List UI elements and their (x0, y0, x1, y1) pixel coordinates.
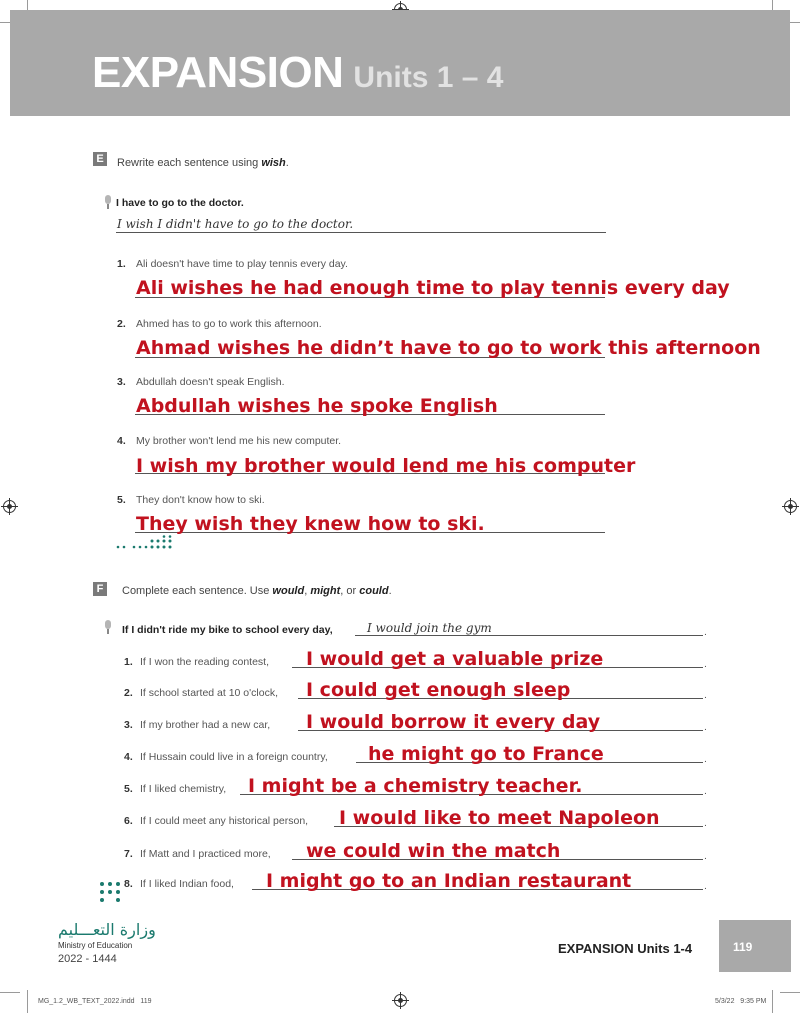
item-prompt: They don't know how to ski. (136, 494, 265, 506)
registration-mark (3, 500, 16, 513)
item-number: 2. (124, 687, 133, 699)
header-subtitle: Units 1 – 4 (353, 61, 504, 94)
handwritten-answer[interactable]: They wish they knew how to ski. (136, 513, 485, 535)
handwritten-answer[interactable]: I would get a valuable prize (306, 648, 604, 670)
footer-section-title: EXPANSION Units 1-4 (558, 941, 693, 956)
item-prompt: If I could meet any historical person, (140, 815, 309, 827)
handwritten-answer[interactable]: we could win the match (306, 840, 561, 862)
crop-mark (780, 992, 800, 993)
line-end-period: . (704, 850, 707, 862)
file-slug: MG_1.2_WB_TEXT_2022.indd 119 (38, 998, 152, 1005)
item-prompt: If I liked Indian food, (140, 878, 234, 890)
handwritten-answer[interactable]: Abdullah wishes he spoke English (136, 395, 498, 417)
item-prompt: If I won the reading contest, (140, 656, 269, 668)
ministry-dots-icon (98, 880, 122, 908)
handwritten-answer[interactable]: I would like to meet Napoleon (339, 807, 660, 829)
header-title: EXPANSION (92, 48, 344, 97)
line-end-period: . (704, 753, 707, 765)
page-number: 119 (733, 940, 753, 954)
section-e-badge: E (93, 152, 107, 166)
handwritten-answer[interactable]: I might go to an Indian restaurant (266, 870, 632, 892)
handwritten-answer[interactable]: I wish my brother would lend me his computer (136, 455, 636, 477)
line-end-period: . (704, 880, 707, 892)
item-number: 8. (124, 878, 133, 890)
handwritten-answer[interactable]: he might go to France (368, 743, 604, 765)
ministry-english: Ministry of Education (58, 941, 133, 950)
section-f-instruction: Complete each sentence. Use would, might, or could. (122, 585, 392, 597)
ministry-year: 2022 - 1444 (58, 953, 117, 965)
handwritten-answer[interactable]: I might be a chemistry teacher. (248, 775, 583, 797)
item-prompt: If Matt and I practiced more, (140, 848, 271, 860)
section-f-example-prompt: If I didn't ride my bike to school every day, (122, 624, 333, 636)
handwritten-answer[interactable]: Ahmad wishes he didn’t have to go to work this afternoon (136, 337, 761, 359)
line-end-period: . (704, 785, 707, 797)
item-number: 6. (124, 815, 133, 827)
section-e-example-prompt: I have to go to the doctor. (116, 197, 244, 209)
item-number: 5. (117, 494, 126, 506)
ministry-dots-icon (116, 535, 176, 551)
item-number: 5. (124, 783, 133, 795)
item-prompt: If school started at 10 o'clock, (140, 687, 278, 699)
lightbulb-icon (104, 195, 112, 209)
crop-mark (0, 992, 20, 993)
handwritten-answer[interactable]: I would borrow it every day (306, 711, 601, 733)
registration-mark (394, 994, 407, 1007)
print-timestamp: 5/3/22 9:35 PM (715, 998, 767, 1005)
answer-line (116, 232, 606, 233)
item-prompt: If I liked chemistry, (140, 783, 227, 795)
item-number: 3. (124, 719, 133, 731)
section-e-example-answer: I wish I didn't have to go to the doctor. (117, 217, 354, 231)
item-prompt: Ali doesn't have time to play tennis every day. (136, 258, 348, 270)
item-number: 2. (117, 318, 126, 330)
page-title (92, 48, 503, 98)
line-end-period: . (704, 626, 707, 638)
item-number: 1. (124, 656, 133, 668)
page-number-box (719, 920, 791, 972)
handwritten-answer[interactable]: Ali wishes he had enough time to play tennis every day (136, 277, 730, 299)
item-prompt: My brother won't lend me his new computer. (136, 435, 342, 447)
item-number: 3. (117, 376, 126, 388)
item-number: 4. (117, 435, 126, 447)
line-end-period: . (704, 721, 707, 733)
item-prompt: If my brother had a new car, (140, 719, 271, 731)
crop-mark (27, 990, 28, 1013)
item-number: 7. (124, 848, 133, 860)
section-f-badge: F (93, 582, 107, 596)
section-e-instruction: Rewrite each sentence using wish. (117, 157, 289, 169)
ministry-logo-text: وزارة التعـــليم (58, 920, 156, 939)
lightbulb-icon (104, 620, 112, 634)
item-prompt: If Hussain could live in a foreign country, (140, 751, 328, 763)
crop-mark (772, 990, 773, 1013)
section-f-example-answer: I would join the gym (367, 621, 492, 635)
handwritten-answer[interactable]: I could get enough sleep (306, 679, 571, 701)
line-end-period: . (704, 689, 707, 701)
item-prompt: Abdullah doesn't speak English. (136, 376, 285, 388)
item-number: 4. (124, 751, 133, 763)
registration-mark (784, 500, 797, 513)
line-end-period: . (704, 817, 707, 829)
line-end-period: . (704, 658, 707, 670)
item-prompt: Ahmed has to go to work this afternoon. (136, 318, 322, 330)
item-number: 1. (117, 258, 126, 270)
answer-line (355, 635, 703, 636)
